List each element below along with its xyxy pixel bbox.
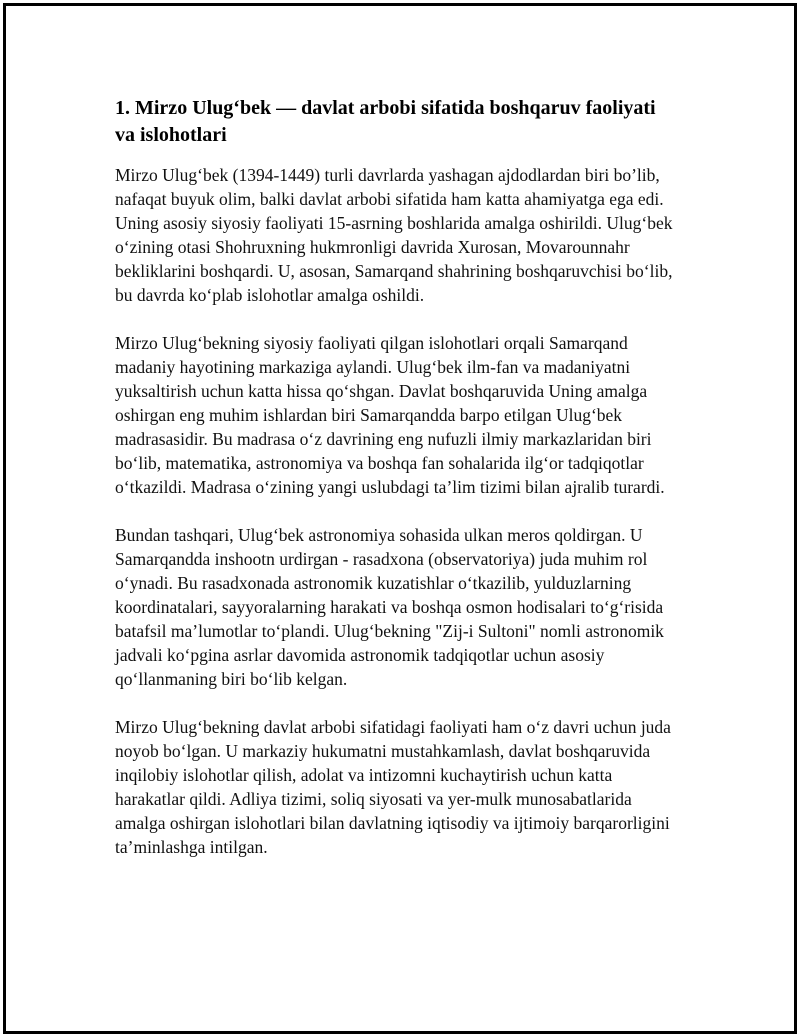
section-heading: 1. Mirzo Ulug‘bek — davlat arbobi sifatida boshqaruv faoliyati va islohotlari	[115, 97, 656, 146]
paragraph-1: Mirzo Ulug‘bek (1394-1449) turli davrlarda yashagan ajdodlardan biri bo’lib, nafaqat buyuk olim, balki davlat arbobi sifatida ham katta ahamiyatga ega edi. Uning asosiy siyosiy faoliyati 15-asrning boshlarida amalga oshirildi. Ulug‘bek o‘zining otasi Shohruxning hukmronligi davrida Xurosan, Movarounnahr bekliklarini boshqardi. U, asosan, Samarqand shahrining boshqaruvchisi bo‘lib, bu davrda ko‘plab islohotlar amalga oshildi.	[115, 165, 673, 305]
paragraph-2: Mirzo Ulug‘bekning siyosiy faoliyati qilgan islohotlari orqali Samarqand madaniy hayotining markaziga aylandi. Ulug‘bek ilm-fan va madaniyatni yuksaltirish uchun katta hissa qo‘shgan. Davlat boshqaruvida Uning amalga oshirgan eng muhim ishlardan biri Samarqandda barpo etilgan Ulug‘bek madrasasidir. Bu madrasa o‘z davrining eng nufuzli ilmiy markazlaridan biri bo‘lib, matematika, astronomiya va boshqa fan sohalarida ilg‘or tadqiqotlar o‘tkazildi. Madrasa o‘zining yangi uslubdagi ta’lim tizimi bilan ajralib turardi.	[115, 333, 665, 497]
paragraph-4: Mirzo Ulug‘bekning davlat arbobi sifatidagi faoliyati ham o‘z davri uchun juda noyob bo‘lgan. U markaziy hukumatni mustahkamlash, davlat boshqaruvida inqilobiy islohotlar qilish, adolat va intizomni kuchaytirish uchun katta harakatlar qildi. Adliya tizimi, soliq siyosati va yer-mulk munosabatlarida amalga oshirgan islohotlari bilan davlatning iqtisodiy va ijtimoiy barqarorligini ta’minlashga intilgan.	[115, 717, 671, 857]
paragraph-3: Bundan tashqari, Ulug‘bek astronomiya sohasida ulkan meros qoldirgan. U Samarqandda inshootn urdirgan - rasadxona (observatoriya) juda muhim rol o‘ynadi. Bu rasadxonada astronomik kuzatishlar o‘tkazilib, yulduzlarning koordinatalari, sayyoralarning harakati va boshqa osmon hodisalari to‘g‘risida batafsil ma’lumotlar to‘plandi. Ulug‘bekning "Zij-i Sultoni" nomli astronomik jadvali ko‘pgina asrlar davomida astronomik tadqiqotlar uchun asosiy qo‘llanmaning biri bo‘lib kelgan.	[115, 525, 664, 689]
document-body	[115, 95, 675, 883]
